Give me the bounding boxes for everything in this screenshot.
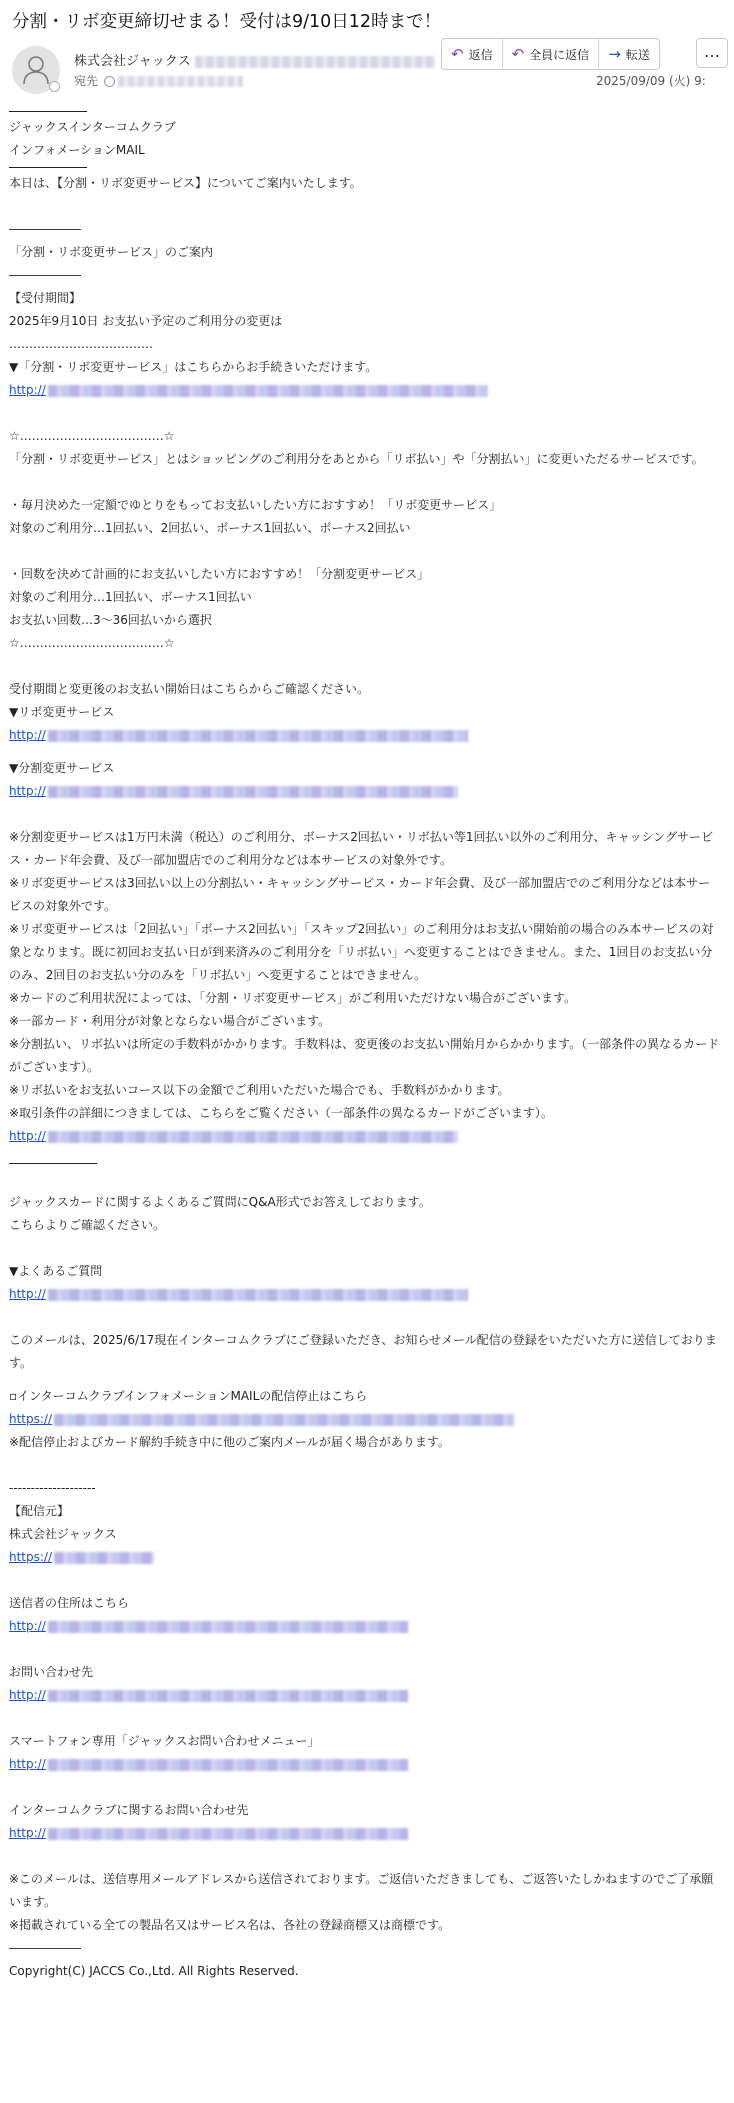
forward-label: 転送 xyxy=(625,47,650,62)
sender-name: 株式会社ジャックス xyxy=(74,54,191,69)
revo-service-link[interactable]: http:// xyxy=(9,724,721,747)
registration-text: このメールは、2025/6/17現在インターコムクラブにご登録いただき、お知らせメール配信の登録をいただいた方に送信しております。 xyxy=(9,1333,717,1370)
revo-target: 対象のご利用分…1回払い、2回払い、ボーナス1回払い、ボーナス2回払い xyxy=(9,521,411,535)
service-description: 「分割・リボ変更サービス」とはショッピングのご利用分をあとから「リボ払い」や「分割払い」に変更いただるサービスです。 xyxy=(9,452,704,466)
reply-button[interactable] xyxy=(442,39,503,69)
redacted-url xyxy=(48,1690,408,1702)
sender[interactable] xyxy=(74,50,435,69)
note: ※一部カード・利用分が対象とならない場合がございます。 xyxy=(9,1014,331,1028)
sender-heading: 【配信元】 xyxy=(9,1504,70,1518)
contact-label: お問い合わせ先 xyxy=(9,1665,94,1679)
redacted-url xyxy=(48,1289,468,1301)
forward-icon: → xyxy=(608,44,621,63)
unsubscribe-label: ▫インターコムクラブインフォメーションMAILの配信停止はこちら xyxy=(9,1389,368,1403)
recipient-row xyxy=(74,72,243,89)
terms-link[interactable]: http:// xyxy=(9,1125,721,1148)
apply-text: ▼「分割・リボ変更サービス」はこちらからお手続きいただけます。 xyxy=(9,360,378,374)
reply-icon: ↶ xyxy=(451,44,464,63)
dotted-line: ……………………………… xyxy=(9,337,153,351)
note: ※リボ変更サービスは3回払い以上の分割払い・キャッシングサービス・カード年会費、及び一部加盟店でのご利用分などは本サービスの対象外です。 xyxy=(9,876,711,913)
unsubscribe-link[interactable]: https:// xyxy=(9,1408,721,1431)
redacted-url xyxy=(54,1552,154,1564)
note: ※分割変更サービスは1万円未満（税込）のご利用分、ボーナス2回払い・リボ払い等1回払い以外のご利用分、キャッシングサービス・カード年会費、及び一部加盟店でのご利用分などは本サービスの対象外です。 xyxy=(9,830,713,867)
company-name: 株式会社ジャックス xyxy=(9,1527,117,1541)
dash-line: -------------------- xyxy=(9,1481,96,1495)
unsubscribe-note: ※配信停止およびカード解約手続き中に他のご案内メールが届く場合があります。 xyxy=(9,1435,450,1449)
rule-line: ―――――― xyxy=(9,1941,81,1955)
star-line: ☆………………………………☆ xyxy=(9,636,175,650)
presence-status-icon xyxy=(49,81,60,92)
message-body xyxy=(9,106,721,1983)
period-text: 2025年9月10日 お支払い予定のご利用分の変更は xyxy=(9,314,283,328)
mail-name: インフォメーションMAIL xyxy=(9,143,145,157)
faq-label: ▼よくあるご質問 xyxy=(9,1264,103,1278)
star-line: ☆………………………………☆ xyxy=(9,429,175,443)
footer-note: ※このメールは、送信専用メールアドレスから送信されております。ご返信いただきましても、ご返答いたしかねますのでご了承願います。 xyxy=(9,1872,714,1909)
revo-link-label: ▼リボ変更サービス xyxy=(9,705,115,719)
faq-text: こちらよりご確認ください。 xyxy=(9,1218,166,1232)
divider xyxy=(9,167,87,168)
intro-text: 本日は、【分割・リボ変更サービス】についてご案内いたします。 xyxy=(9,176,362,190)
confirm-text: 受付期間と変更後のお支払い開始日はこちらからご確認ください。 xyxy=(9,682,370,696)
redacted-url xyxy=(48,786,458,798)
contact-link[interactable]: http:// xyxy=(9,1684,721,1707)
bunkatsu-count: お支払い回数…3～36回払いから選択 xyxy=(9,613,212,627)
message-actions xyxy=(441,38,660,70)
forward-button[interactable] xyxy=(599,39,659,69)
redacted-url xyxy=(48,730,468,742)
reply-all-button[interactable] xyxy=(503,39,600,69)
reply-all-label: 全員に返信 xyxy=(529,47,590,62)
redacted-url xyxy=(48,1828,408,1840)
bunkatsu-target: 対象のご利用分…1回払い、ボーナス1回払い xyxy=(9,590,252,604)
note: ※リボ払いをお支払いコース以下の金額でご利用いただいた場合でも、手数料がかかります。 xyxy=(9,1083,510,1097)
person-icon xyxy=(22,55,50,85)
bunkatsu-link-label: ▼分割変更サービス xyxy=(9,761,115,775)
rule-line: ―――――― xyxy=(9,268,81,282)
recipient-email-redacted[interactable] xyxy=(118,76,243,87)
revo-bullet: ・毎月決めた一定額でゆとりをもってお支払いしたい方におすすめ！「リボ変更サービス」 xyxy=(9,498,502,512)
divider xyxy=(9,1163,97,1164)
club-name: ジャックスインターコムクラブ xyxy=(9,120,176,134)
copyright: Copyright(C) JACCS Co.,Ltd. All Rights Reserved. xyxy=(9,1964,299,1978)
apply-link[interactable]: http:// xyxy=(9,379,721,402)
note: ※カードのご利用状況によっては、「分割・リボ変更サービス」がご利用いただけない場合がございます。 xyxy=(9,991,577,1005)
bunkatsu-service-link[interactable]: http:// xyxy=(9,780,721,803)
to-label: 宛先 xyxy=(74,74,99,88)
faq-text: ジャックスカードに関するよくあるご質問にQ&A形式でお答えしております。 xyxy=(9,1195,431,1209)
reply-all-icon: ↶ xyxy=(511,44,525,63)
service-title: 「分割・リボ変更サービス」のご案内 xyxy=(9,245,214,259)
company-site-link[interactable]: https:// xyxy=(9,1546,721,1569)
intercom-contact-label: インターコムクラブに関するお問い合わせ先 xyxy=(9,1803,249,1817)
reply-label: 返信 xyxy=(468,47,493,62)
sender-email-redacted xyxy=(195,56,435,68)
address-label: 送信者の住所はこちら xyxy=(9,1596,130,1610)
email-subject: 分割・リボ変更締切せまる！受付は9/10日12時まで！ xyxy=(12,12,442,32)
smartphone-contact-link[interactable]: http:// xyxy=(9,1753,721,1776)
period-heading: 【受付期間】 xyxy=(9,291,82,305)
divider xyxy=(9,111,87,112)
redacted-url xyxy=(48,385,488,397)
more-options-button[interactable]: … xyxy=(696,38,728,68)
smartphone-contact-label: スマートフォン専用「ジャックスお問い合わせメニュー」 xyxy=(9,1734,320,1748)
footer-note: ※掲載されている全ての製品名又はサービス名は、各社の登録商標又は商標です。 xyxy=(9,1918,451,1932)
redacted-url xyxy=(54,1414,514,1426)
rule-line: ―――――― xyxy=(9,222,81,236)
address-link[interactable]: http:// xyxy=(9,1615,721,1638)
redacted-url xyxy=(48,1131,458,1143)
intercom-contact-link[interactable]: http:// xyxy=(9,1822,721,1845)
recipient-status-icon xyxy=(104,76,115,87)
email-header xyxy=(8,44,726,100)
faq-link[interactable]: http:// xyxy=(9,1283,721,1306)
bunkatsu-bullet: ・回数を決めて計画的にお支払いしたい方におすすめ！「分割変更サービス」 xyxy=(9,567,430,581)
note: ※分割払い、リボ払いは所定の手数料がかかります。手数料は、変更後のお支払い開始月からかかります。（一部条件の異なるカードがございます）。 xyxy=(9,1037,720,1074)
note: ※取引条件の詳細につきましては、こちらをご覧ください（一部条件の異なるカードがございます）。 xyxy=(9,1106,553,1120)
redacted-url xyxy=(48,1621,408,1633)
redacted-url xyxy=(48,1759,408,1771)
received-date: 2025/09/09 (火) 9: xyxy=(596,74,706,88)
note: ※リボ変更サービスは「2回払い」「ボーナス2回払い」「スキップ2回払い」のご利用分はお支払い開始前の場合のみ本サービスの対象となります。既に初回お支払い日が到来済みのご利用分を「リボ払い」へ変更することはできません。また、1回目のお支払い分のみ、2回目のお支払い分のみを「リボ払い」へ変更することはできません。 xyxy=(9,922,714,982)
